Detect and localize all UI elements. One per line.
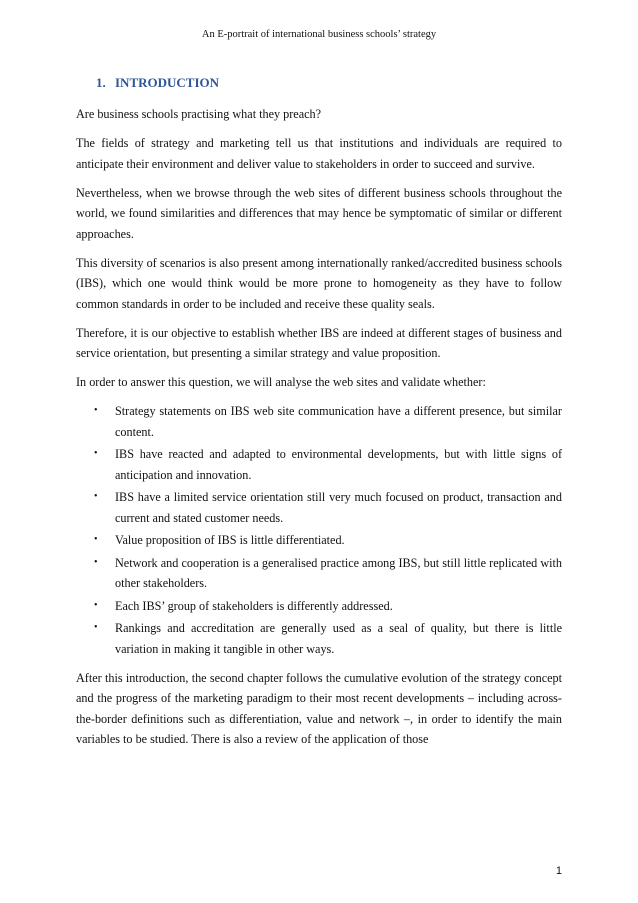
paragraph: In order to answer this question, we will analyse the web sites and validate whether: [76,375,486,389]
paragraph: After this introduction, the second chapter follows the cumulative evolution of the strategy concept and the progress of the marketing paradigm to their most recent developments – including across-the-border definitions such as differentiation, value and network –, in order to identify the main variables to be studied. There is also a review of the application of those [76,670,562,746]
section-number: 1. [96,75,106,90]
running-header: An E-portrait of international business schools’ strategy [201,29,437,40]
list-item-text: Rankings and accreditation are generally used as a seal of quality, but there is little variation in making it tangible in other ways. [115,621,562,656]
list-item [76,596,562,617]
bullet-icon: • [94,556,98,568]
list-item-text: IBS have reacted and adapted to environmental developments, but with little signs of anticipation and innovation. [115,447,562,482]
section-title: INTRODUCTION [115,75,220,90]
list-item-text: IBS have a limited service orientation still very much focused on product, transaction and current and stated customer needs. [115,490,562,525]
hypotheses-list [76,401,562,659]
page-number: 1 [555,865,562,877]
list-item [76,618,562,659]
section-heading [96,75,219,91]
list-item-text: Each IBS’ group of stakeholders is differently addressed. [115,598,393,613]
list-item-text: Strategy statements on IBS web site communication have a different presence, but similar content. [115,404,562,439]
list-item [76,553,562,594]
list-item-text: Network and cooperation is a generalised practice among IBS, but still little replicated with other stakeholders. [115,555,562,590]
body-text [76,104,562,758]
bullet-icon: • [94,622,98,633]
list-item [76,530,562,551]
bullet-icon: • [94,599,98,611]
paragraph: This diversity of scenarios is also present among internationally ranked/accredited business schools (IBS), which one would think would be more prone to homogeneity as they have to follow common standards in order to be included and receive these quality seals. [76,255,562,311]
paragraph: Nevertheless, when we browse through the web sites of different business schools throughout the world, we found similarities and differences that may hence be symptomatic of similar or different approaches. [76,185,562,241]
list-item-text: Value proposition of IBS is little differentiated. [115,533,345,547]
list-item [76,401,562,442]
bullet-icon: • [94,491,98,502]
paragraph: The fields of strategy and marketing tell us that institutions and individuals are required to anticipate their environment and deliver value to stakeholders in order to succeed and survive. [76,136,562,171]
paragraph: Therefore, it is our objective to establish whether IBS are indeed at different stages of business and service orientation, but presenting a similar strategy and value proposition. [76,325,562,360]
list-item [76,487,562,528]
bullet-icon: • [94,534,98,545]
list-item [76,444,562,485]
bullet-icon: • [94,448,98,459]
paragraph: Are business schools practising what they preach? [76,107,322,121]
bullet-icon: • [94,405,98,416]
